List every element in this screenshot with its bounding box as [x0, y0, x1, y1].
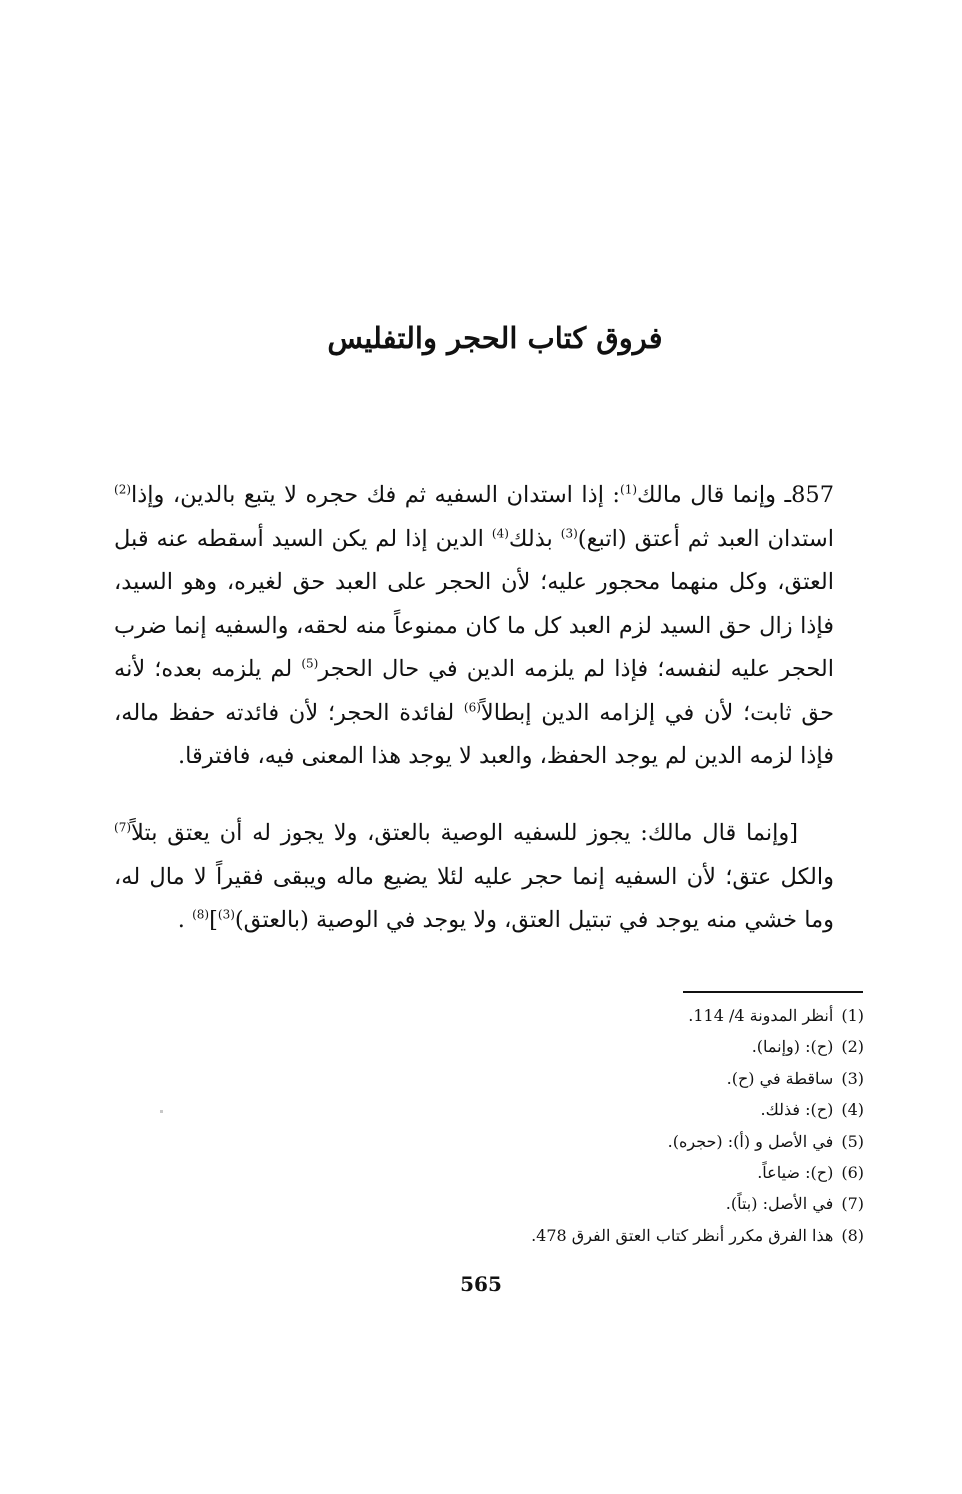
- footnote-item: [300, 1063, 864, 1094]
- paragraph-bracketed: [114, 812, 834, 943]
- paragraph-text: .: [177, 907, 193, 933]
- footnote-text: في الأصل: (بتاً).: [725, 1194, 834, 1214]
- footnote-number: (2): [841, 1037, 864, 1057]
- footnote-text: ساقطة في (ح).: [726, 1068, 834, 1088]
- footnote-number: (5): [841, 1131, 864, 1151]
- paragraph-text: والكل عتق؛ لأن السفيه إنما حجر عليه لئلا يضيع ماله ويبقى فقيراً لا مال له، وما خشي منه يوجد في تبتيل العتق، ولا يوجد في الوصية (بالعتق): [114, 863, 834, 933]
- footnote-item: [300, 1094, 864, 1125]
- footnote-text: (ح): (وإنما).: [751, 1037, 834, 1057]
- footnote-number: (7): [841, 1194, 864, 1214]
- paragraph-text: لفائدة الحجر؛ لأن فائدته حفظ ماله، فإذا لزمه الدين لم يوجد الحفظ، والعبد لا يوجد هذا المعنى فيه، فافترقا.: [114, 699, 834, 769]
- footnote-ref: (8): [192, 907, 210, 922]
- footnote-text: أنظر المدونة 4/ 114.: [688, 1006, 834, 1025]
- paragraph-text: ـ وإنما قال مالك: [637, 482, 792, 508]
- footnote-item: [300, 1157, 864, 1188]
- footnotes-list: [300, 1000, 864, 1251]
- paragraph-number: 857: [791, 482, 835, 508]
- paragraph-text: الدين إذا لم يكن السيد أسقطه عنه قبل العتق، وكل منهما محجور عليه؛ لأن الحجر على العبد حق لغيره، وهو السيد، فإذا زال حق السيد لزم العبد كل ما كان ممنوعاً منه لحقه، والسفيه إنما ضرب الحجر عليه لنفسه؛ فإذا لم يلزمه الدين في حال الحجر: [114, 525, 834, 682]
- footnote-text: في الأصل و (أ): (حجره).: [667, 1131, 834, 1151]
- footnote-item: [300, 1220, 864, 1251]
- footnote-number: (3): [841, 1068, 864, 1088]
- footnote-number: (1): [841, 1006, 864, 1025]
- paragraph-text: بذلك: [508, 525, 561, 552]
- footnote-ref: (3): [217, 907, 235, 922]
- chapter-title: فروق كتاب الحجر والتفليس: [327, 321, 663, 355]
- footnote-ref: (4): [491, 526, 509, 540]
- footnote-item: [300, 1188, 864, 1219]
- footnote-ref: (2): [114, 482, 132, 497]
- paragraph-857: [114, 474, 834, 779]
- footnote-item: [300, 1031, 864, 1062]
- footnote-number: (6): [841, 1163, 864, 1183]
- footnote-number: (4): [841, 1100, 864, 1120]
- scan-speck: [160, 1110, 163, 1113]
- footnote-ref: (6): [463, 700, 481, 714]
- paragraph-text: : إذا استدان السفيه ثم فك حجره لا يتبع بالدين، وإذا: [131, 482, 621, 508]
- paragraph-text: [وإنما قال مالك: يجوز للسفيه الوصية بالعتق، ولا يجوز له أن يعتق بتلاً: [131, 820, 798, 846]
- paragraph-text: لم يلزمه بعده؛ لأنه حق ثابت؛ لأن في إلزامه الدين إبطالاً: [114, 656, 834, 726]
- paragraph-text: استدان العبد ثم أعتق (اتبع): [577, 525, 835, 552]
- paragraph-text: ]: [209, 907, 218, 933]
- footnote-ref: (5): [301, 656, 319, 671]
- footnote-text: هذا الفرق مكرر أنظر كتاب العتق الفرق 478.: [531, 1225, 834, 1245]
- footnote-item: [300, 1126, 864, 1157]
- page-number: 565: [460, 1272, 502, 1296]
- footnote-ref: (3): [560, 526, 578, 540]
- footnote-ref: (1): [620, 482, 638, 497]
- footnote-ref: (7): [114, 820, 132, 835]
- footnote-divider: [683, 991, 863, 993]
- footnote-item: [300, 1000, 864, 1031]
- footnote-text: (ح): ضياعاً.: [757, 1163, 834, 1183]
- footnote-number: (8): [841, 1225, 864, 1245]
- footnote-text: (ح): فذلك.: [760, 1100, 834, 1120]
